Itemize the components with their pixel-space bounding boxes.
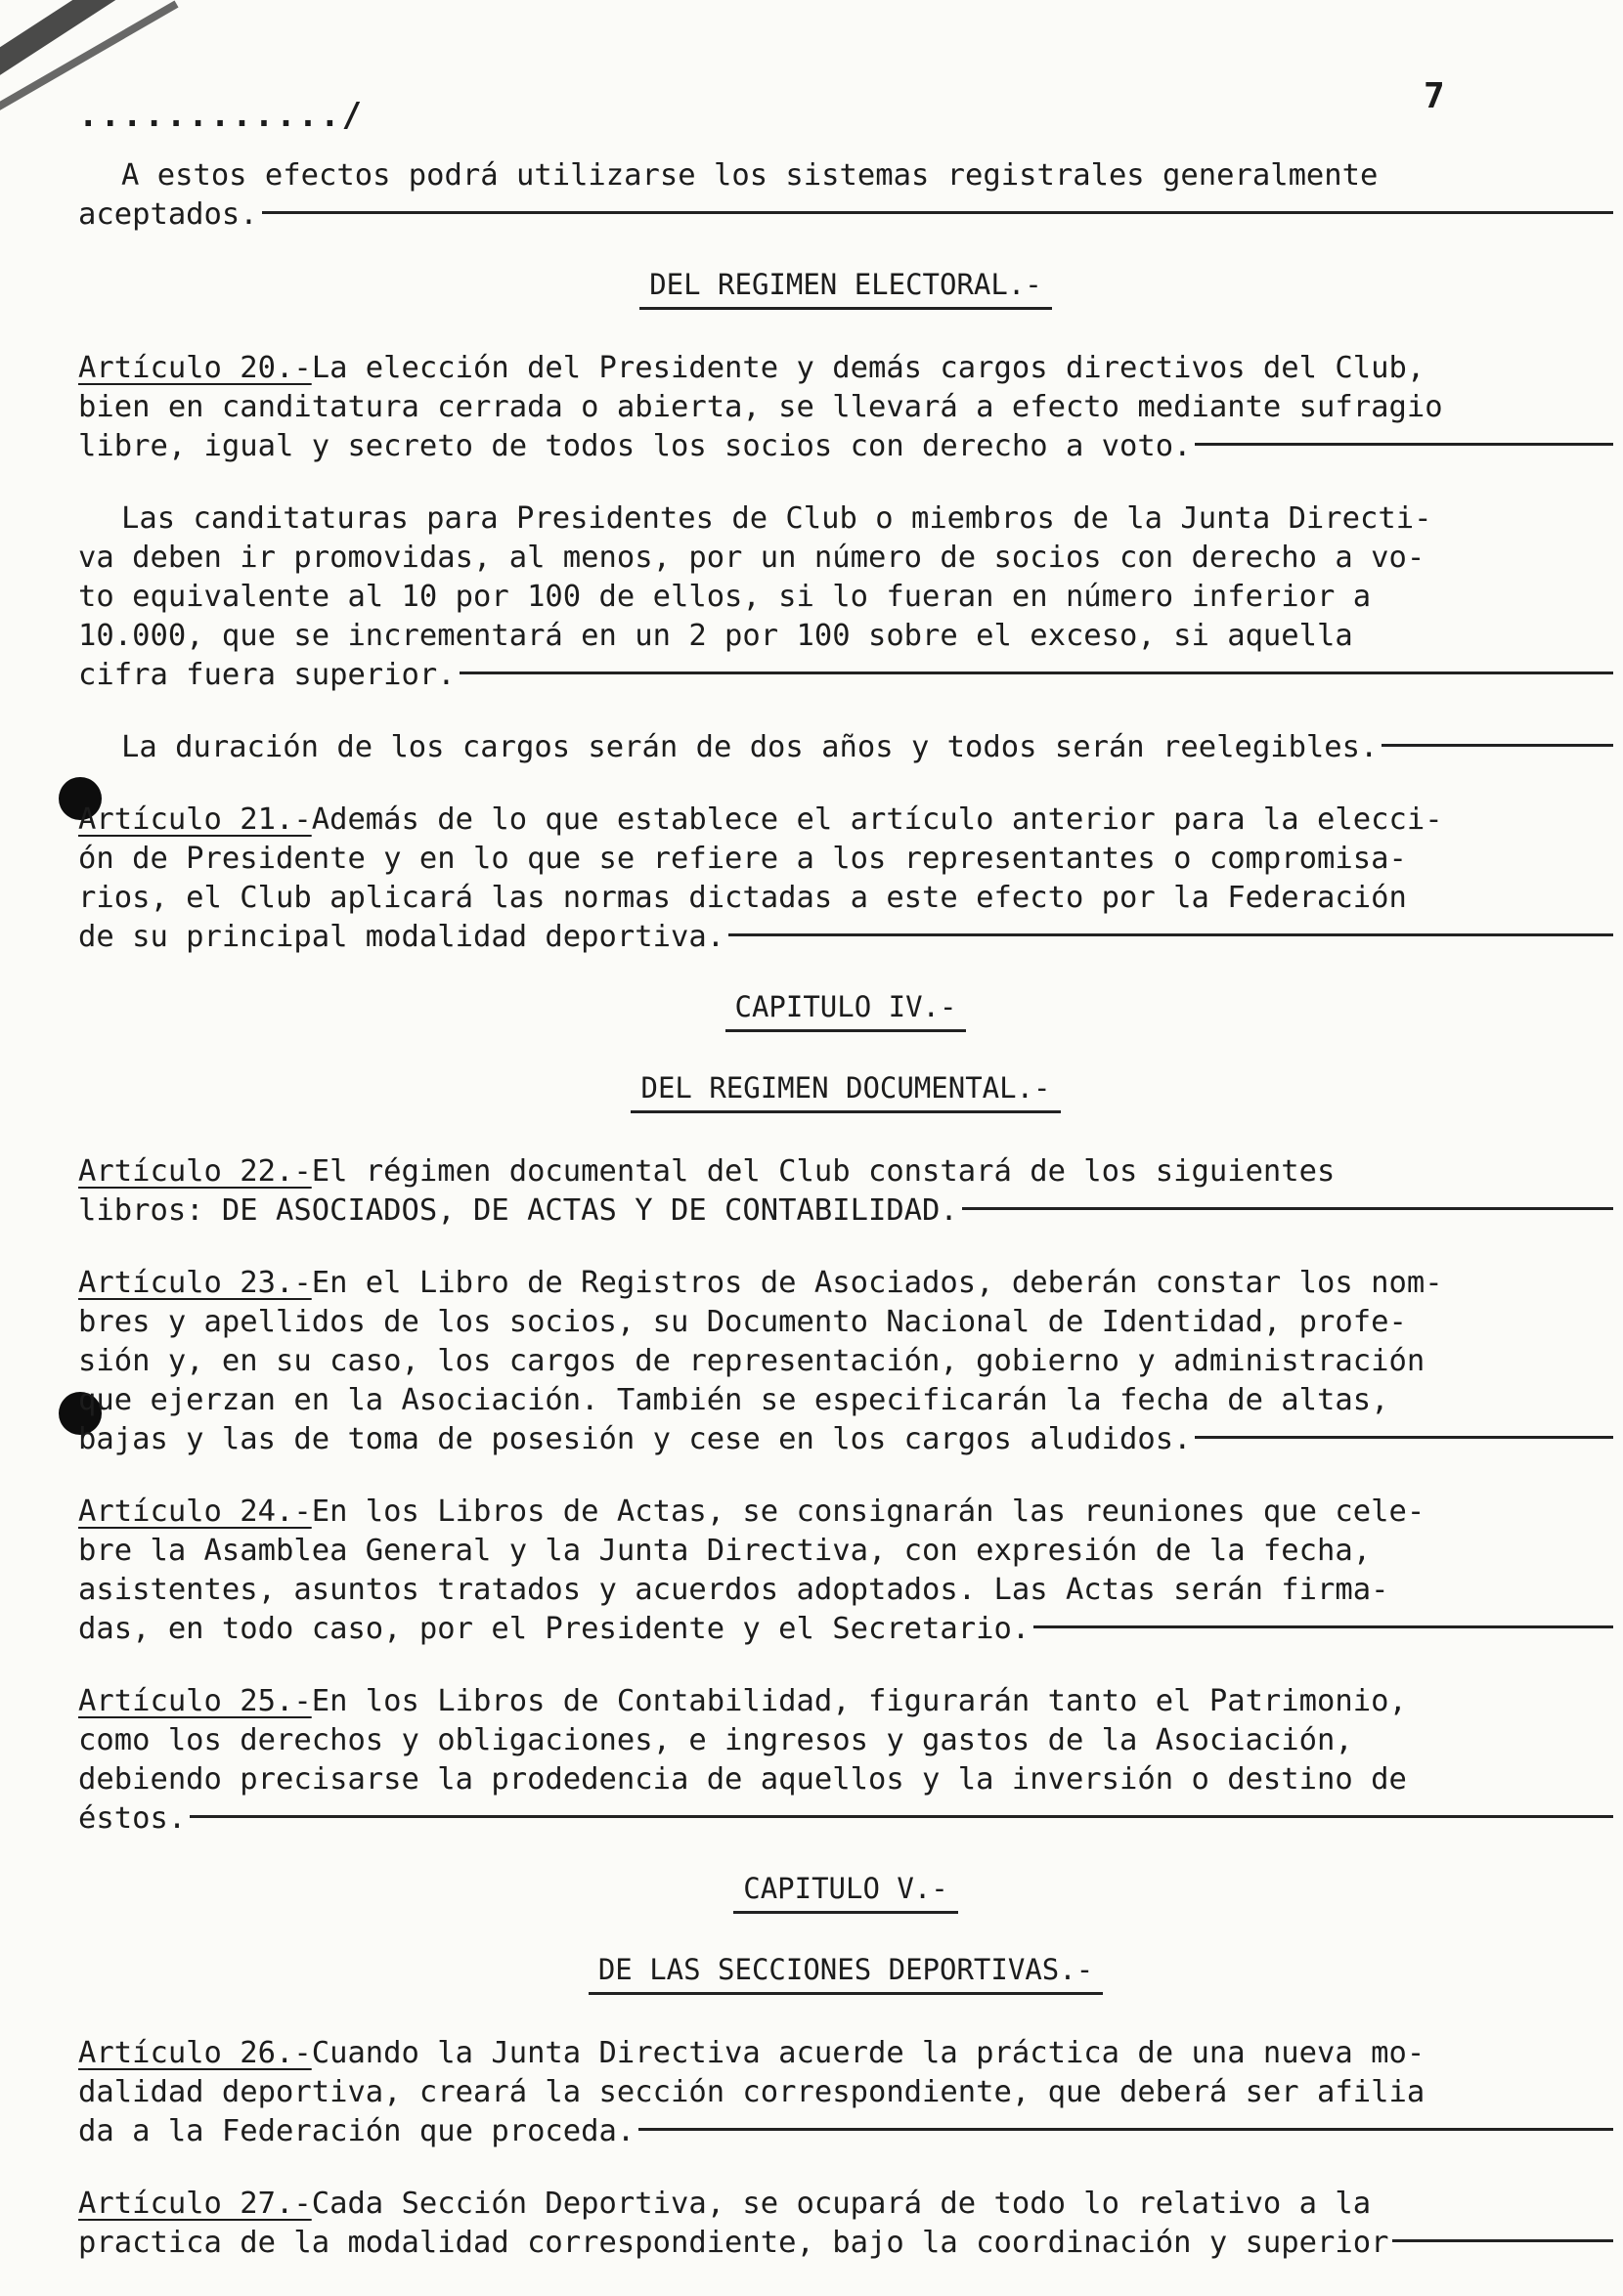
text-line	[78, 1342, 1613, 1381]
section-heading	[78, 1071, 1613, 1113]
text-line	[78, 1532, 1613, 1571]
article-paragraph	[78, 1493, 1613, 1649]
article-label: Artículo 27.-	[78, 2187, 312, 2221]
text-line	[78, 1152, 1613, 1191]
text-line	[78, 2224, 1613, 2263]
article-label: Artículo 26.-	[78, 2036, 312, 2070]
text-line	[78, 656, 1613, 695]
line-text: aceptados.	[78, 197, 258, 232]
line-fill-dash	[190, 1815, 1613, 1818]
section-heading-text: CAPITULO V.-	[733, 1872, 958, 1914]
section-heading-text: DE LAS SECCIONES DEPORTIVAS.-	[589, 1953, 1103, 1995]
line-text: bres y apellidos de los socios, su Documento Nacional de Identidad, profe-	[78, 1305, 1407, 1339]
article-paragraph	[78, 2034, 1613, 2151]
text-line	[78, 1571, 1613, 1610]
line-text: rios, el Club aplicará las normas dictadas a este efecto por la Federación	[78, 881, 1407, 915]
text-line	[78, 1493, 1613, 1532]
section-heading	[78, 1872, 1613, 1914]
section-heading	[78, 268, 1613, 310]
text-line	[78, 388, 1613, 427]
line-text: En los Libros de Contabilidad, figurarán tanto el Patrimonio,	[311, 1684, 1407, 1718]
line-text: Cuando la Junta Directiva acuerde la práctica de una nueva mo-	[311, 2036, 1426, 2070]
line-text: En el Libro de Registros de Asociados, deberán constar los nom-	[311, 1266, 1443, 1300]
article-paragraph	[78, 1264, 1613, 1459]
line-text: libre, igual y secreto de todos los socios con derecho a voto.	[78, 429, 1192, 463]
text-line	[78, 840, 1613, 879]
line-text: La duración de los cargos serán de dos años y todos serán reelegibles.	[121, 730, 1379, 764]
section-heading	[78, 1953, 1613, 1995]
text-line	[78, 1721, 1613, 1760]
text-line	[78, 195, 1613, 235]
text-line	[78, 2185, 1613, 2224]
line-fill-dash	[1382, 744, 1613, 747]
text-line	[78, 539, 1613, 578]
line-fill-dash	[1392, 2239, 1613, 2242]
section-heading-text: DEL REGIMEN ELECTORAL.-	[639, 268, 1052, 310]
page-number: 7	[1424, 76, 1445, 116]
text-line	[78, 801, 1613, 840]
article-label: Artículo 21.-	[78, 802, 312, 837]
text-line	[78, 1799, 1613, 1839]
line-text: cifra fuera superior.	[78, 658, 456, 692]
line-fill-dash	[1195, 443, 1613, 446]
line-text: va deben ir promovidas, al menos, por un número de socios con derecho a vo-	[78, 541, 1426, 575]
continuation-marker: ............/	[78, 96, 365, 135]
text-line	[78, 1264, 1613, 1303]
line-text: bre la Asamblea General y la Junta Directiva, con expresión de la fecha,	[78, 1534, 1372, 1568]
line-text: éstos.	[78, 1801, 187, 1836]
line-text: Cada Sección Deportiva, se ocupará de todo lo relativo a la	[311, 2187, 1372, 2221]
article-label: Artículo 24.-	[78, 1495, 312, 1529]
section-heading-text: CAPITULO IV.-	[725, 990, 967, 1032]
line-fill-dash	[1195, 1436, 1613, 1439]
text-line	[78, 156, 1613, 195]
article-label: Artículo 22.-	[78, 1154, 312, 1189]
line-text: debiendo precisarse la prodedencia de aquellos y la inversión o destino de	[78, 1762, 1407, 1797]
text-paragraph	[78, 156, 1613, 235]
line-text: que ejerzan en la Asociación. También se especificarán la fecha de altas,	[78, 1383, 1389, 1417]
line-text: A estos efectos podrá utilizarse los sistemas registrales generalmente	[121, 158, 1379, 193]
line-text: sión y, en su caso, los cargos de representación, gobierno y administración	[78, 1344, 1426, 1378]
section-heading	[78, 990, 1613, 1032]
text-paragraph	[78, 728, 1613, 767]
document-body	[78, 156, 1613, 2296]
line-fill-dash	[262, 211, 1613, 214]
article-paragraph	[78, 1152, 1613, 1231]
line-fill-dash	[638, 2128, 1613, 2131]
article-label: Artículo 25.-	[78, 1684, 312, 1718]
article-paragraph	[78, 349, 1613, 466]
article-paragraph	[78, 1682, 1613, 1839]
article-label: Artículo 20.-	[78, 351, 312, 385]
line-text: bien en canditatura cerrada o abierta, se llevará a efecto mediante sufragio	[78, 390, 1443, 424]
line-text: practica de la modalidad correspondiente, bajo la coordinación y superior	[78, 2226, 1389, 2260]
line-text: to equivalente al 10 por 100 de ellos, si lo fueran en número inferior a	[78, 580, 1372, 614]
line-fill-dash	[728, 933, 1613, 936]
text-line	[78, 728, 1613, 767]
text-line	[78, 2112, 1613, 2151]
line-text: Además de lo que establece el artículo anterior para la elecci-	[311, 802, 1443, 837]
line-text: El régimen documental del Club constará de los siguientes	[311, 1154, 1336, 1189]
text-line	[78, 349, 1613, 388]
line-text: asistentes, asuntos tratados y acuerdos adoptados. Las Actas serán firma-	[78, 1573, 1389, 1607]
article-label: Artículo 23.-	[78, 1266, 312, 1300]
line-text: En los Libros de Actas, se consignarán las reuniones que cele-	[311, 1495, 1426, 1529]
line-text: La elección del Presidente y demás cargos directivos del Club,	[311, 351, 1426, 385]
text-line	[78, 1760, 1613, 1799]
text-line	[78, 1381, 1613, 1420]
section-heading-text: DEL REGIMEN DOCUMENTAL.-	[631, 1071, 1060, 1113]
article-paragraph	[78, 801, 1613, 957]
line-text: libros: DE ASOCIADOS, DE ACTAS Y DE CONTABILIDAD.	[78, 1193, 958, 1228]
line-text: Las canditaturas para Presidentes de Club o miembros de la Junta Directi-	[121, 501, 1432, 536]
line-text: de su principal modalidad deportiva.	[78, 920, 725, 954]
line-text: ón de Presidente y en lo que se refiere a los representantes o compromisa-	[78, 842, 1407, 876]
text-line	[78, 1682, 1613, 1721]
line-text: dalidad deportiva, creará la sección correspondiente, que deberá ser afilia	[78, 2075, 1426, 2109]
line-text: bajas y las de toma de posesión y cese en los cargos aludidos.	[78, 1422, 1192, 1456]
article-paragraph	[78, 2185, 1613, 2263]
line-text: das, en todo caso, por el Presidente y el Secretario.	[78, 1612, 1031, 1646]
text-line	[78, 1610, 1613, 1649]
line-text: 10.000, que se incrementará en un 2 por 100 sobre el exceso, si aquella	[78, 619, 1353, 653]
text-paragraph	[78, 499, 1613, 695]
line-fill-dash	[1033, 1625, 1613, 1628]
text-line	[78, 1420, 1613, 1459]
text-line	[78, 427, 1613, 466]
text-line	[78, 499, 1613, 539]
text-line	[78, 1303, 1613, 1342]
line-fill-dash	[962, 1207, 1613, 1210]
line-fill-dash	[460, 671, 1613, 674]
line-text: da a la Federación que proceda.	[78, 2114, 636, 2148]
text-line	[78, 2034, 1613, 2073]
text-line	[78, 2073, 1613, 2112]
text-line	[78, 918, 1613, 957]
text-line	[78, 617, 1613, 656]
text-line	[78, 1191, 1613, 1231]
text-line	[78, 879, 1613, 918]
line-text: como los derechos y obligaciones, e ingresos y gastos de la Asociación,	[78, 1723, 1353, 1757]
text-line	[78, 578, 1613, 617]
